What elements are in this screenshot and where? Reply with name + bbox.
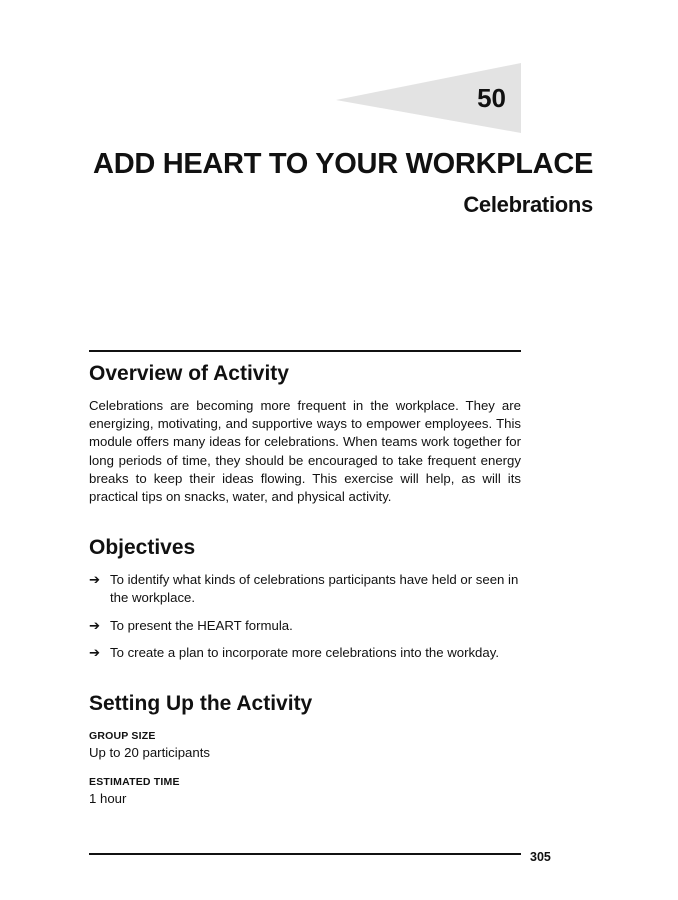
section-divider-top <box>89 350 521 352</box>
objective-text: To present the HEART formula. <box>110 618 293 633</box>
group-size-value: Up to 20 participants <box>89 745 210 760</box>
overview-paragraph: Celebrations are becoming more frequent in the workplace. They are energizing, motivating, and supportive ways to empower employees. This module offers many ideas for celebrations. When teams work together for long periods of time, they should be encouraged to take frequent energy breaks to keep their ideas flowing. This exercise will help, as will its practical tips on snacks, water, and physical activity. <box>89 398 521 505</box>
arrow-right-icon: ➔ <box>89 618 101 633</box>
objective-item <box>89 644 521 662</box>
objectives-heading: Objectives <box>89 536 196 559</box>
footer-rule <box>89 853 521 855</box>
objective-item <box>89 571 521 607</box>
chapter-title: ADD HEART TO YOUR WORKPLACE <box>93 148 593 180</box>
overview-heading: Overview of Activity <box>89 362 289 385</box>
chapter-subtitle: Celebrations <box>463 192 593 217</box>
estimated-time-label: ESTIMATED TIME <box>89 776 180 788</box>
objective-item <box>89 617 521 635</box>
objective-text: To create a plan to incorporate more celebrations into the workday. <box>110 645 499 660</box>
chapter-number: 50 <box>477 83 506 113</box>
group-size-label: GROUP SIZE <box>89 730 156 742</box>
arrow-right-icon: ➔ <box>89 572 101 587</box>
page-number: 305 <box>530 850 551 864</box>
estimated-time-value: 1 hour <box>89 791 127 806</box>
arrow-right-icon: ➔ <box>89 645 101 660</box>
setup-heading: Setting Up the Activity <box>89 692 313 715</box>
objective-text: To identify what kinds of celebrations participants have held or seen in the workplace. <box>110 572 519 606</box>
